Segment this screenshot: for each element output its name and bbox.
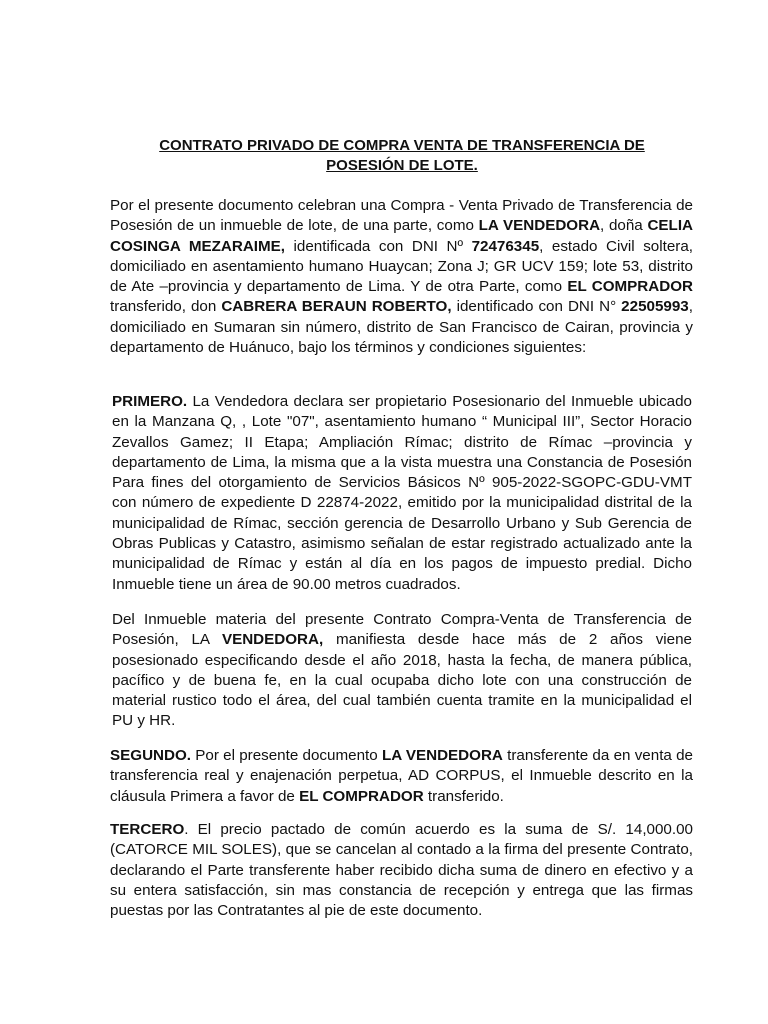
intro-paragraph: Por el presente documento celebran una Compra - Venta Privado de Transferencia de Posesión de un inmueble de lote, de una parte, como LA VENDEDORA, doña CELIA COSINGA MEZARAIME, identificada con DNI Nº 72476345, estado Civil soltera, domiciliado en asentamiento humano Huaycan; Zona J; GR UCV 159; lote 53, distrito de Ate –provincia y departamento de Lima. Y de otra Parte, como EL COMPRADOR transferido, don CABRERA BERAUN ROBERTO, identificado con DNI N° 22505993, domiciliado en Sumaran sin número, distrito de San Francisco de Cairan, provincia y departamento de Huánuco, bajo los términos y condiciones siguientes: xyxy=(110,197,694,357)
clause-first-continuation: Del Inmueble materia del presente Contrato Compra-Venta de Transferencia de Posesión, LA VENDEDORA, manifiesta desde hace más de 2 años viene posesionado especificando desde el año 2018, hasta la fecha, de manera pública, pacífico y de buena fe, en la cual ocupaba dicho lote con una construcción de material rustico todo el área, del cual también cuenta tramite en la municipalidad el PU y HR. xyxy=(112,611,693,730)
title-line-2: POSESIÓN DE LOTE. xyxy=(326,157,478,174)
clause-third-heading: TERCERO xyxy=(110,821,185,838)
seller-bold: VENDEDORA, xyxy=(221,631,324,649)
seller-role: LA VENDEDORA xyxy=(478,217,601,235)
clause-third-text: . El precio pactado de común acuerdo es la suma de S/. 14,000.00 (CATORCE MIL SOLES), que se cancelan al contado a la firma del presente Contrato, declarando el Parte transferente haber recibido dicha suma de dinero en efectivo y a su entera satisfacción, sin mas constancia de recepción y entrega que las firmas puestas por las Contratantes al pie de este documento. xyxy=(110,821,693,920)
buyer-dni: 22505993 xyxy=(621,298,689,316)
seller-name: CELIA COSINGA MEZARAIME, xyxy=(110,217,693,255)
title-line-1: CONTRATO PRIVADO DE COMPRA VENTA DE TRANSFERENCIA DE xyxy=(159,137,645,154)
clause-second-seller: LA VENDEDORA xyxy=(381,747,503,764)
seller-dni: 72476345 xyxy=(471,237,540,255)
clause-first-heading: PRIMERO. xyxy=(112,393,188,410)
clause-third xyxy=(110,820,693,921)
contract-title xyxy=(110,136,694,176)
buyer-role: EL COMPRADOR xyxy=(567,278,693,296)
clause-first xyxy=(112,392,692,595)
clause-second-heading: SEGUNDO. xyxy=(110,747,192,764)
buyer-name: CABRERA BERAUN ROBERTO, xyxy=(221,298,452,316)
clause-second: SEGUNDO. Por el presente documento LA VENDEDORA transferente da en venta de transferencia real y enajenación perpetua, AD CORPUS, el Inmueble descrito en la cláusula Primera a favor de EL COMPRADOR transferido. xyxy=(110,747,693,805)
clause-first-text: La Vendedora declara ser propietario Posesionario del Inmueble ubicado en la Manzana Q, , Lote "07", asentamiento humano “ Municipal III”, Sector Horacio Zevallos Gamez; II Etapa; Ampliación Rímac; distrito de Rímac –provincia y departamento de Lima, la misma que a la vista muestra una Constancia de Posesión Para fines del otorgamiento de Servicios Básicos Nº 905-2022-SGOPC-GDU-VMT con número de expediente D 22874-2022, emitido por la municipalidad distrital de la municipalidad de Rímac, sección gerencia de Desarrollo Urbano y Sub Gerencia de Obras Publicas y Catastro, asimismo señalan de estar registrado actualizado ante la municipalidad de Rímac y están al día en los pagos de impuesto predial. Dicho Inmueble tiene un área de 90.00 metros cuadrados. xyxy=(112,393,692,593)
clause-second-buyer: EL COMPRADOR xyxy=(299,787,424,805)
